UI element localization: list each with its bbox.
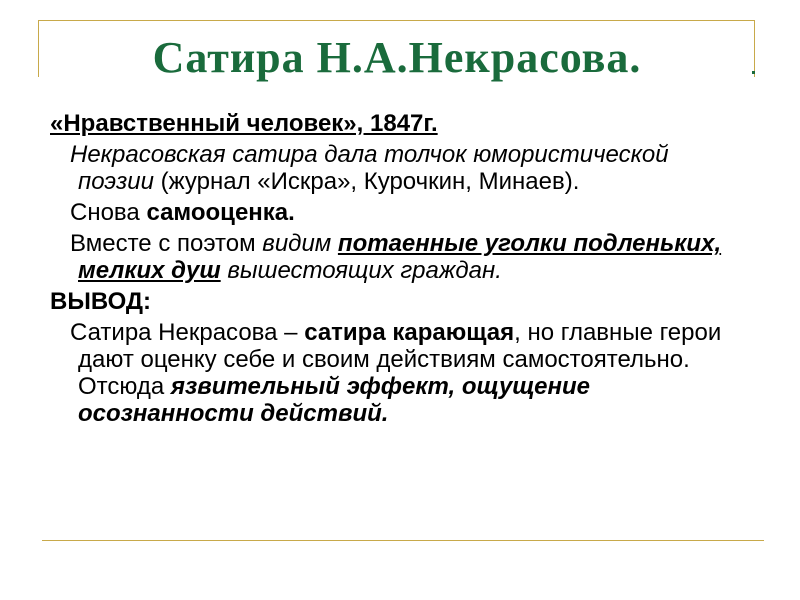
section-heading-conclusion: ВЫВОД: [50,288,152,315]
paragraph-hidden-corners [50,230,740,284]
paragraph-text: видим [262,230,338,257]
paragraph-text: вышестоящих граждан. [220,257,502,284]
section-heading-poem [50,110,740,137]
emphasis-text: потаенные уголки подленьких, мелких душ [78,230,722,284]
slide-body [50,110,740,431]
paragraph-text: , но главные герои дают оценку себе и своим действиям самостоятельно. Отсюда [78,319,722,400]
paragraph-conclusion [50,319,740,427]
slide-title: Сатира Н.А.Некрасова. [152,33,642,82]
paragraph-text: Снова [70,199,147,226]
paragraph-text: Сатира Некрасова – [70,319,305,346]
emphasis-text: сатира карающая [304,319,515,346]
frame-line-bottom [42,540,764,541]
paragraph-satire-influence [50,141,740,195]
paragraph-text: (журнал «Искра», Курочкин, Минаев). [153,168,580,195]
paragraph-self-assessment [50,199,740,226]
paragraph-text: Некрасовская сатира дала толчок юмористической поэзии [70,141,669,195]
emphasis-text: самооценка. [146,199,295,226]
poem-title: «Нравственный человек», 1847г. [50,110,438,137]
emphasis-text: язвительный эффект, ощущение осознанности действий. [78,373,590,427]
frame-line-left [38,20,39,77]
frame-line-right [754,20,755,77]
frame-line-top [38,20,755,21]
paragraph-text: Вместе с поэтом [70,230,263,257]
